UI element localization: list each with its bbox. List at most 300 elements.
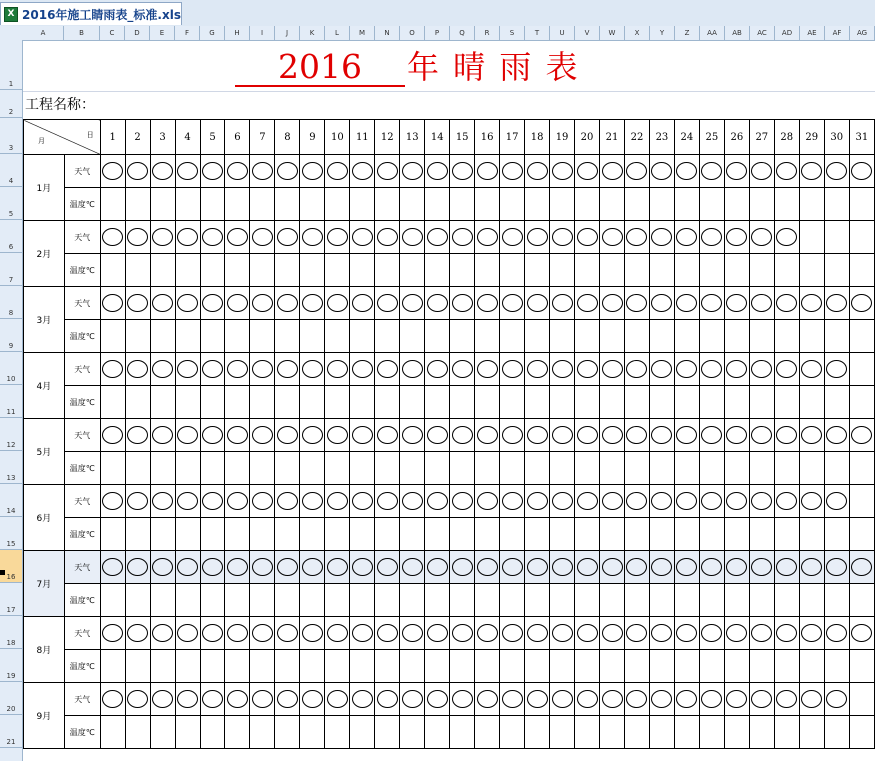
weather-cell[interactable] [425,419,450,452]
day-header[interactable]: 31 [849,120,874,155]
temperature-cell[interactable] [674,254,699,287]
temperature-cell[interactable] [624,518,649,551]
weather-cell[interactable] [250,353,275,386]
column-header[interactable]: L [325,26,350,40]
weather-cell[interactable] [100,683,125,716]
temperature-cell[interactable] [350,452,375,485]
weather-cell[interactable] [150,353,175,386]
workbook-tab[interactable] [0,2,182,25]
temperature-cell[interactable] [275,584,300,617]
weather-cell[interactable] [649,551,674,584]
temperature-cell[interactable] [724,452,749,485]
row-header[interactable]: 18 [0,616,22,649]
temperature-cell[interactable] [774,320,799,353]
weather-cell[interactable] [500,617,525,650]
month-label[interactable]: 2月 [24,221,65,287]
temperature-cell[interactable] [724,716,749,749]
temperature-cell[interactable] [225,254,250,287]
column-header[interactable]: X [625,26,650,40]
temperature-cell[interactable] [674,452,699,485]
weather-cell[interactable] [425,683,450,716]
weather-cell[interactable] [225,617,250,650]
temperature-cell[interactable] [150,188,175,221]
row-header[interactable]: 15 [0,517,22,550]
weather-cell[interactable] [649,287,674,320]
weather-cell[interactable] [799,551,824,584]
temperature-cell[interactable] [300,320,325,353]
day-header[interactable]: 30 [824,120,849,155]
temperature-cell[interactable] [774,716,799,749]
weather-cell[interactable] [724,683,749,716]
weather-label[interactable]: 天气 [64,221,100,254]
weather-cell[interactable] [500,419,525,452]
weather-cell[interactable] [774,551,799,584]
day-header[interactable]: 28 [774,120,799,155]
temperature-cell[interactable] [325,320,350,353]
temperature-cell[interactable] [624,254,649,287]
temperature-cell[interactable] [100,518,125,551]
column-header[interactable]: V [575,26,600,40]
weather-cell[interactable] [400,683,425,716]
day-header[interactable]: 21 [600,120,625,155]
day-header[interactable]: 20 [575,120,600,155]
temperature-cell[interactable] [550,386,575,419]
temperature-cell[interactable] [200,716,225,749]
temperature-cell[interactable] [724,518,749,551]
row-header[interactable]: 2 [0,90,22,118]
temperature-cell[interactable] [250,320,275,353]
weather-cell[interactable] [175,287,200,320]
temperature-cell[interactable] [600,716,625,749]
temperature-cell[interactable] [550,452,575,485]
weather-cell[interactable] [824,617,849,650]
weather-cell[interactable] [250,155,275,188]
temperature-cell[interactable] [500,716,525,749]
temperature-cell[interactable] [425,650,450,683]
month-label[interactable]: 9月 [24,683,65,749]
weather-cell[interactable] [624,485,649,518]
weather-cell[interactable] [624,683,649,716]
weather-cell[interactable] [325,221,350,254]
column-header[interactable]: AF [825,26,850,40]
weather-cell[interactable] [699,221,724,254]
temperature-cell[interactable] [649,650,674,683]
weather-label[interactable]: 天气 [64,485,100,518]
weather-cell[interactable] [674,353,699,386]
weather-cell[interactable] [674,683,699,716]
weather-cell[interactable] [450,551,475,584]
column-header[interactable]: AA [700,26,725,40]
temperature-cell[interactable] [100,320,125,353]
weather-cell[interactable] [699,155,724,188]
weather-cell[interactable] [250,617,275,650]
temperature-cell[interactable] [824,518,849,551]
weather-cell[interactable] [724,419,749,452]
day-header[interactable]: 13 [400,120,425,155]
temperature-cell[interactable] [175,452,200,485]
weather-cell[interactable] [749,683,774,716]
weather-cell[interactable] [400,419,425,452]
weather-cell[interactable] [649,617,674,650]
weather-cell[interactable] [300,419,325,452]
day-header[interactable]: 2 [125,120,150,155]
temperature-cell[interactable] [724,386,749,419]
temperature-cell[interactable] [450,518,475,551]
weather-cell[interactable] [624,221,649,254]
weather-cell[interactable] [600,617,625,650]
column-header[interactable]: Z [675,26,700,40]
row-header[interactable]: 12 [0,418,22,451]
weather-cell[interactable] [774,419,799,452]
temperature-cell[interactable] [649,452,674,485]
temperature-cell[interactable] [150,254,175,287]
temperature-cell[interactable] [450,188,475,221]
weather-cell[interactable] [450,287,475,320]
month-day-header[interactable] [24,120,101,155]
weather-cell[interactable] [375,485,400,518]
weather-cell[interactable] [400,353,425,386]
weather-cell[interactable] [624,353,649,386]
weather-cell[interactable] [175,617,200,650]
temperature-cell[interactable] [824,452,849,485]
temperature-cell[interactable] [550,254,575,287]
temperature-label[interactable]: 温度℃ [64,452,100,485]
weather-cell[interactable] [849,419,874,452]
weather-cell[interactable] [674,617,699,650]
temperature-cell[interactable] [200,254,225,287]
temperature-cell[interactable] [100,452,125,485]
temperature-cell[interactable] [475,650,500,683]
temperature-cell[interactable] [375,716,400,749]
temperature-cell[interactable] [849,650,874,683]
weather-cell[interactable] [400,485,425,518]
weather-cell[interactable] [325,419,350,452]
weather-cell[interactable] [600,221,625,254]
column-header[interactable]: W [600,26,625,40]
weather-cell[interactable] [125,683,150,716]
temperature-cell[interactable] [649,518,674,551]
temperature-cell[interactable] [100,386,125,419]
column-header[interactable]: C [100,26,125,40]
weather-cell[interactable] [550,221,575,254]
title-text[interactable]: 年 晴 雨 表 [407,48,580,86]
weather-cell[interactable] [500,551,525,584]
temperature-cell[interactable] [674,716,699,749]
weather-cell[interactable] [450,617,475,650]
weather-cell[interactable] [475,353,500,386]
day-header[interactable]: 14 [425,120,450,155]
temperature-cell[interactable] [799,452,824,485]
weather-cell[interactable] [550,419,575,452]
weather-cell[interactable] [300,683,325,716]
weather-cell[interactable] [774,221,799,254]
month-label[interactable]: 4月 [24,353,65,419]
temperature-cell[interactable] [225,716,250,749]
temperature-cell[interactable] [350,188,375,221]
temperature-cell[interactable] [774,584,799,617]
temperature-cell[interactable] [425,188,450,221]
weather-cell[interactable] [225,353,250,386]
weather-cell[interactable] [125,485,150,518]
weather-cell[interactable] [475,485,500,518]
weather-cell[interactable] [600,419,625,452]
weather-cell[interactable] [799,155,824,188]
weather-cell[interactable] [125,617,150,650]
weather-cell[interactable] [550,287,575,320]
weather-cell[interactable] [225,155,250,188]
weather-cell[interactable] [300,287,325,320]
temperature-cell[interactable] [749,584,774,617]
day-header[interactable]: 18 [525,120,550,155]
weather-cell[interactable] [849,221,874,254]
temperature-cell[interactable] [799,320,824,353]
row-header[interactable]: 21 [0,715,22,748]
column-header[interactable]: R [475,26,500,40]
temperature-cell[interactable] [525,650,550,683]
temperature-cell[interactable] [525,386,550,419]
month-label[interactable]: 6月 [24,485,65,551]
day-header[interactable]: 27 [749,120,774,155]
temperature-cell[interactable] [175,518,200,551]
temperature-cell[interactable] [175,254,200,287]
temperature-cell[interactable] [799,650,824,683]
column-header[interactable]: D [125,26,150,40]
weather-cell[interactable] [300,617,325,650]
temperature-cell[interactable] [500,254,525,287]
weather-cell[interactable] [450,221,475,254]
temperature-cell[interactable] [275,386,300,419]
temperature-cell[interactable] [774,452,799,485]
temperature-cell[interactable] [175,584,200,617]
weather-cell[interactable] [225,485,250,518]
temperature-cell[interactable] [425,518,450,551]
weather-cell[interactable] [849,617,874,650]
temperature-cell[interactable] [375,584,400,617]
temperature-cell[interactable] [375,650,400,683]
weather-cell[interactable] [674,551,699,584]
temperature-cell[interactable] [849,386,874,419]
weather-cell[interactable] [225,419,250,452]
weather-cell[interactable] [749,287,774,320]
temperature-cell[interactable] [824,254,849,287]
weather-cell[interactable] [350,551,375,584]
temperature-cell[interactable] [275,254,300,287]
weather-cell[interactable] [275,287,300,320]
weather-cell[interactable] [350,353,375,386]
weather-cell[interactable] [799,617,824,650]
weather-cell[interactable] [799,353,824,386]
day-header[interactable]: 12 [375,120,400,155]
temperature-cell[interactable] [849,320,874,353]
temperature-cell[interactable] [300,518,325,551]
weather-cell[interactable] [699,551,724,584]
column-header[interactable]: AG [850,26,875,40]
temperature-cell[interactable] [749,254,774,287]
weather-cell[interactable] [200,617,225,650]
day-header[interactable]: 17 [500,120,525,155]
row-header[interactable]: 5 [0,187,22,220]
temperature-cell[interactable] [500,518,525,551]
weather-cell[interactable] [674,419,699,452]
temperature-cell[interactable] [300,716,325,749]
temperature-cell[interactable] [325,716,350,749]
weather-cell[interactable] [100,419,125,452]
temperature-cell[interactable] [475,320,500,353]
temperature-cell[interactable] [475,452,500,485]
temperature-cell[interactable] [275,188,300,221]
month-label[interactable]: 1月 [24,155,65,221]
temperature-label[interactable]: 温度℃ [64,386,100,419]
temperature-cell[interactable] [550,320,575,353]
temperature-cell[interactable] [325,518,350,551]
weather-cell[interactable] [375,353,400,386]
temperature-cell[interactable] [175,188,200,221]
temperature-cell[interactable] [824,716,849,749]
temperature-cell[interactable] [600,254,625,287]
weather-cell[interactable] [525,221,550,254]
temperature-cell[interactable] [575,386,600,419]
temperature-cell[interactable] [200,518,225,551]
temperature-cell[interactable] [500,650,525,683]
weather-cell[interactable] [350,221,375,254]
day-header[interactable]: 5 [200,120,225,155]
temperature-label[interactable]: 温度℃ [64,188,100,221]
weather-label[interactable]: 天气 [64,551,100,584]
weather-cell[interactable] [749,419,774,452]
temperature-cell[interactable] [699,386,724,419]
temperature-label[interactable]: 温度℃ [64,254,100,287]
weather-cell[interactable] [849,287,874,320]
temperature-cell[interactable] [500,188,525,221]
temperature-cell[interactable] [150,386,175,419]
weather-cell[interactable] [350,617,375,650]
day-header[interactable]: 4 [175,120,200,155]
weather-cell[interactable] [600,287,625,320]
weather-cell[interactable] [400,551,425,584]
temperature-cell[interactable] [375,254,400,287]
temperature-cell[interactable] [425,584,450,617]
temperature-cell[interactable] [225,650,250,683]
weather-cell[interactable] [100,617,125,650]
temperature-cell[interactable] [575,650,600,683]
temperature-cell[interactable] [450,320,475,353]
weather-cell[interactable] [275,221,300,254]
temperature-cell[interactable] [849,584,874,617]
temperature-cell[interactable] [799,518,824,551]
temperature-label[interactable]: 温度℃ [64,584,100,617]
temperature-cell[interactable] [749,716,774,749]
day-header[interactable]: 19 [550,120,575,155]
weather-cell[interactable] [300,485,325,518]
temperature-cell[interactable] [150,584,175,617]
column-header[interactable]: F [175,26,200,40]
weather-cell[interactable] [500,221,525,254]
day-header[interactable]: 8 [275,120,300,155]
temperature-cell[interactable] [799,254,824,287]
column-header[interactable]: N [375,26,400,40]
weather-cell[interactable] [724,287,749,320]
weather-cell[interactable] [749,155,774,188]
weather-cell[interactable] [350,485,375,518]
temperature-cell[interactable] [400,584,425,617]
weather-cell[interactable] [325,287,350,320]
weather-cell[interactable] [674,155,699,188]
weather-cell[interactable] [824,221,849,254]
weather-cell[interactable] [600,353,625,386]
temperature-cell[interactable] [774,650,799,683]
temperature-cell[interactable] [774,386,799,419]
weather-cell[interactable] [500,353,525,386]
weather-cell[interactable] [774,683,799,716]
row-header[interactable]: 6 [0,220,22,253]
weather-cell[interactable] [450,419,475,452]
temperature-cell[interactable] [699,716,724,749]
temperature-cell[interactable] [400,254,425,287]
project-name-label[interactable]: 工程名称： [25,97,95,113]
temperature-cell[interactable] [600,386,625,419]
weather-label[interactable]: 天气 [64,419,100,452]
row-header[interactable]: 9 [0,319,22,352]
weather-cell[interactable] [724,353,749,386]
temperature-cell[interactable] [600,320,625,353]
weather-cell[interactable] [250,683,275,716]
temperature-cell[interactable] [350,518,375,551]
weather-cell[interactable] [200,683,225,716]
weather-cell[interactable] [749,485,774,518]
temperature-cell[interactable] [250,716,275,749]
weather-cell[interactable] [649,155,674,188]
temperature-cell[interactable] [400,518,425,551]
temperature-cell[interactable] [649,320,674,353]
weather-label[interactable]: 天气 [64,617,100,650]
weather-cell[interactable] [724,617,749,650]
weather-cell[interactable] [350,287,375,320]
weather-cell[interactable] [175,353,200,386]
temperature-cell[interactable] [400,188,425,221]
temperature-cell[interactable] [250,518,275,551]
weather-cell[interactable] [799,221,824,254]
temperature-cell[interactable] [400,716,425,749]
weather-cell[interactable] [100,551,125,584]
temperature-cell[interactable] [200,650,225,683]
temperature-cell[interactable] [649,188,674,221]
fill-handle[interactable] [0,570,5,575]
month-label[interactable]: 3月 [24,287,65,353]
temperature-cell[interactable] [175,716,200,749]
temperature-cell[interactable] [649,716,674,749]
weather-cell[interactable] [824,485,849,518]
weather-cell[interactable] [225,221,250,254]
weather-cell[interactable] [200,419,225,452]
temperature-cell[interactable] [125,518,150,551]
weather-cell[interactable] [849,683,874,716]
weather-cell[interactable] [175,485,200,518]
column-header[interactable]: O [400,26,425,40]
temperature-cell[interactable] [849,518,874,551]
day-header[interactable]: 25 [699,120,724,155]
temperature-cell[interactable] [824,188,849,221]
temperature-cell[interactable] [525,188,550,221]
day-header[interactable]: 11 [350,120,375,155]
temperature-cell[interactable] [699,320,724,353]
weather-cell[interactable] [575,485,600,518]
temperature-cell[interactable] [475,254,500,287]
temperature-cell[interactable] [824,386,849,419]
weather-cell[interactable] [150,551,175,584]
temperature-cell[interactable] [125,386,150,419]
row-header[interactable]: 8 [0,286,22,319]
temperature-cell[interactable] [225,584,250,617]
